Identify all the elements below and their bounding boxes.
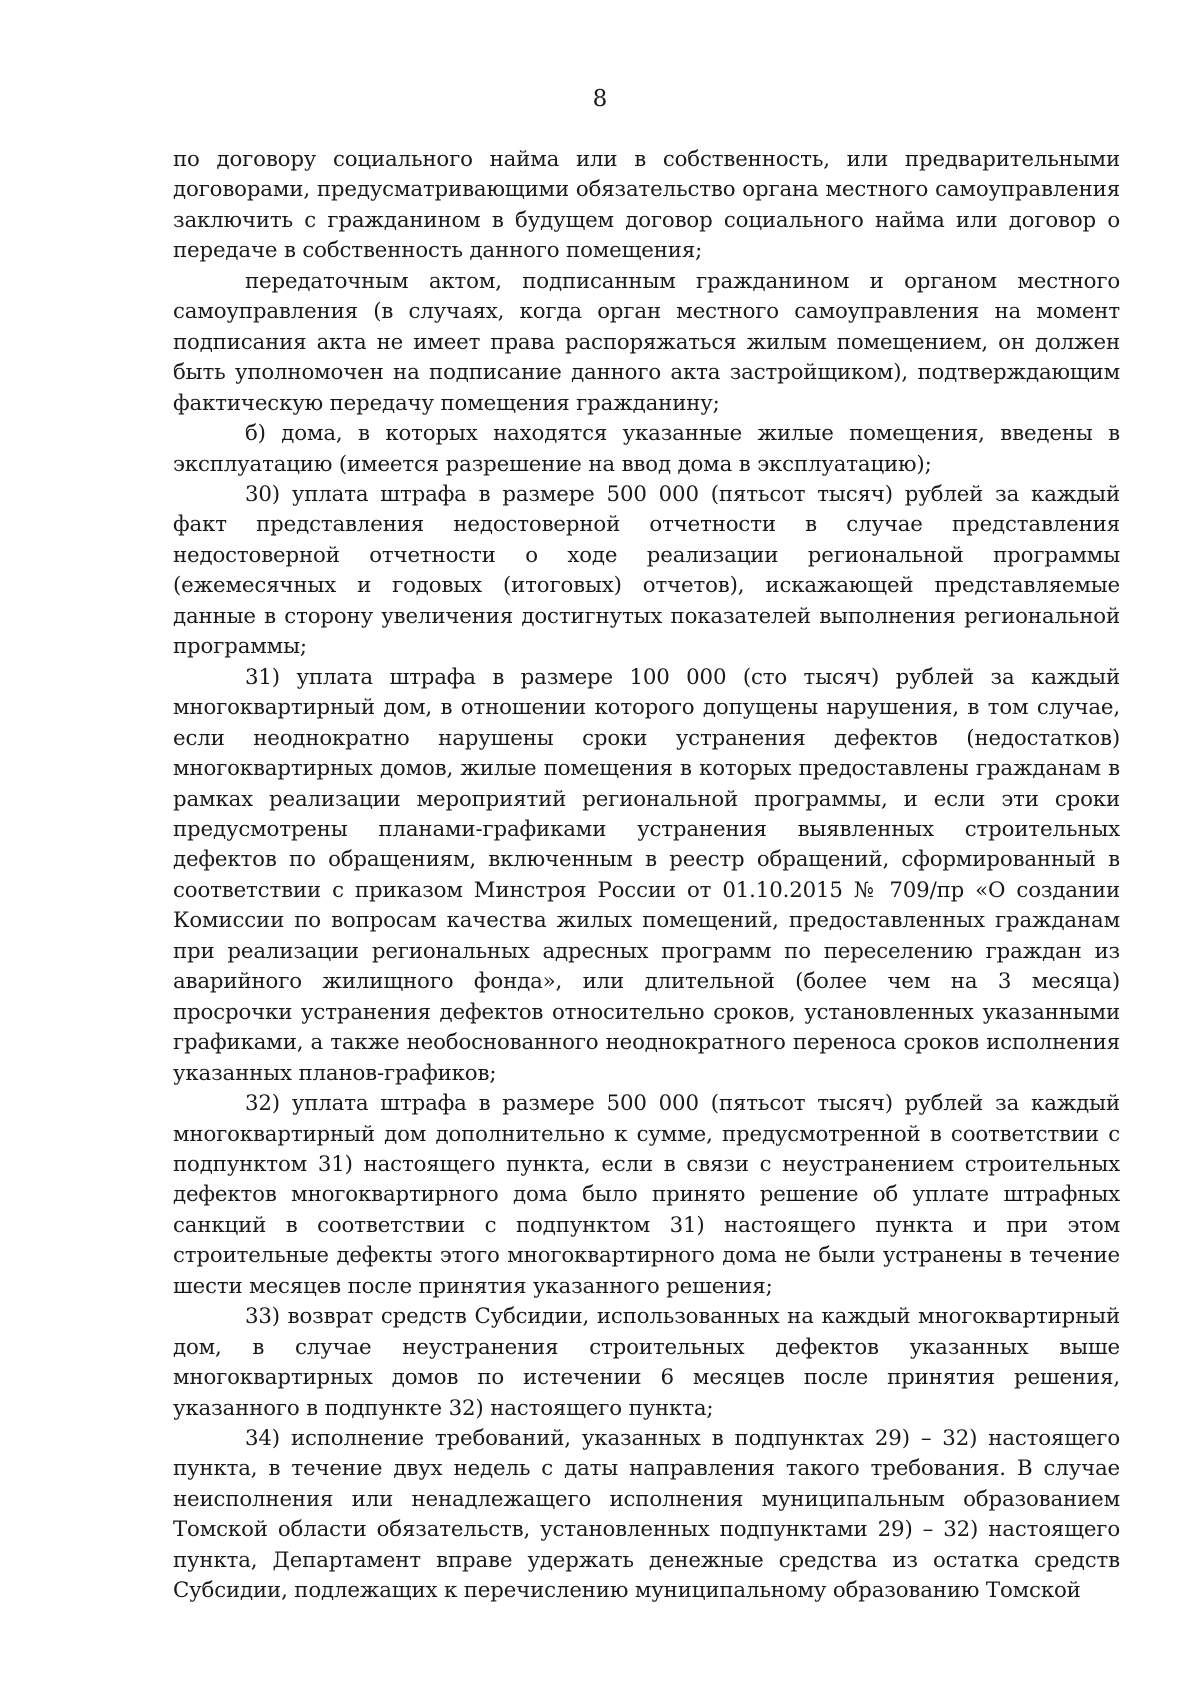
document-body — [173, 145, 1120, 1607]
paragraph-item-33: 33) возврат средств Субсидии, использованных на каждый многоквартирный дом, в случае неустранения строительных дефектов указанных выше многоквартирных домов по истечении 6 месяцев после принятия решения, указанного в подпункте 32) настоящего пункта; — [173, 1304, 1120, 1421]
paragraph-transfer-act: передаточным актом, подписанным гражданином и органом местного самоуправления (в случаях, когда орган местного самоуправления на момент подписания акта не имеет права распоряжаться жилым помещением, он должен быть уполномочен на подписание данного акта застройщиком), подтверждающим фактическую передачу помещения гражданину; — [173, 268, 1120, 416]
paragraph-item-34: 34) исполнение требований, указанных в подпунктах 29) – 32) настоящего пункта, в течение двух недель с даты направления такого требования. В случае неисполнения или ненадлежащего исполнения муниципальным образованием Томской области обязательств, установленных подпунктами 29) – 32) настоящего пункта, Департамент вправе удержать денежные средства из остатка средств Субсидии, подлежащих к перечислению муниципальному образованию Томской — [173, 1426, 1120, 1604]
paragraph-item-b: б) дома, в которых находятся указанные жилые помещения, введены в эксплуатацию (имеется разрешение на ввод дома в эксплуатацию); — [173, 421, 1120, 477]
paragraph-item-32: 32) уплата штрафа в размере 500 000 (пятьсот тысяч) рублей за каждый многоквартирный дом дополнительно к сумме, предусмотренной в соответствии с подпунктом 31) настоящего пункта, если в связи с неустранением строительных дефектов многоквартирного дома было принято решение об уплате штрафных санкций в соответствии с подпунктом 31) настоящего пункта и при этом строительные дефекты этого многоквартирного дома не были устранены в течение шести месяцев после принятия указанного решения; — [173, 1091, 1120, 1299]
paragraph-continuation: по договору социального найма или в собственность, или предварительными договорами, предусматривающими обязательство органа местного самоуправления заключить с гражданином в будущем договор социального найма или договор о передаче в собственность данного помещения; — [173, 147, 1120, 264]
page-number: 8 — [592, 86, 608, 112]
paragraph-item-30: 30) уплата штрафа в размере 500 000 (пятьсот тысяч) рублей за каждый факт представления недостоверной отчетности в случае представления недостоверной отчетности о ходе реализации региональной программы (ежемесячных и годовых (итоговых) отчетов), искажающей представляемые данные в сторону увеличения достигнутых показателей выполнения региональной программы; — [173, 481, 1120, 660]
paragraph-item-31: 31) уплата штрафа в размере 100 000 (сто тысяч) рублей за каждый многоквартирный дом, в отношении которого допущены нарушения, в том случае, если неоднократно нарушены сроки устранения дефектов (недостатков) многоквартирных домов, жилые помещения в которых предоставлены гражданам в рамках реализации мероприятий региональной программы, и если эти сроки предусмотрены планами-графиками устранения выявленных строительных дефектов по обращениям, включенным в реестр обращений, сформированный в соответствии с приказом Минстроя России от 01.10.2015 № 709/пр «О создании Комиссии по вопросам качества жилых помещений, предоставленных гражданам при реализации региональных адресных программ по переселению граждан из аварийного жилищного фонда», или длительной (более чем на 3 месяца) просрочки устранения дефектов относительно сроков, установленных указанными графиками, а также необоснованного неоднократного переноса сроков исполнения указанных планов-графиков; — [173, 664, 1120, 1086]
